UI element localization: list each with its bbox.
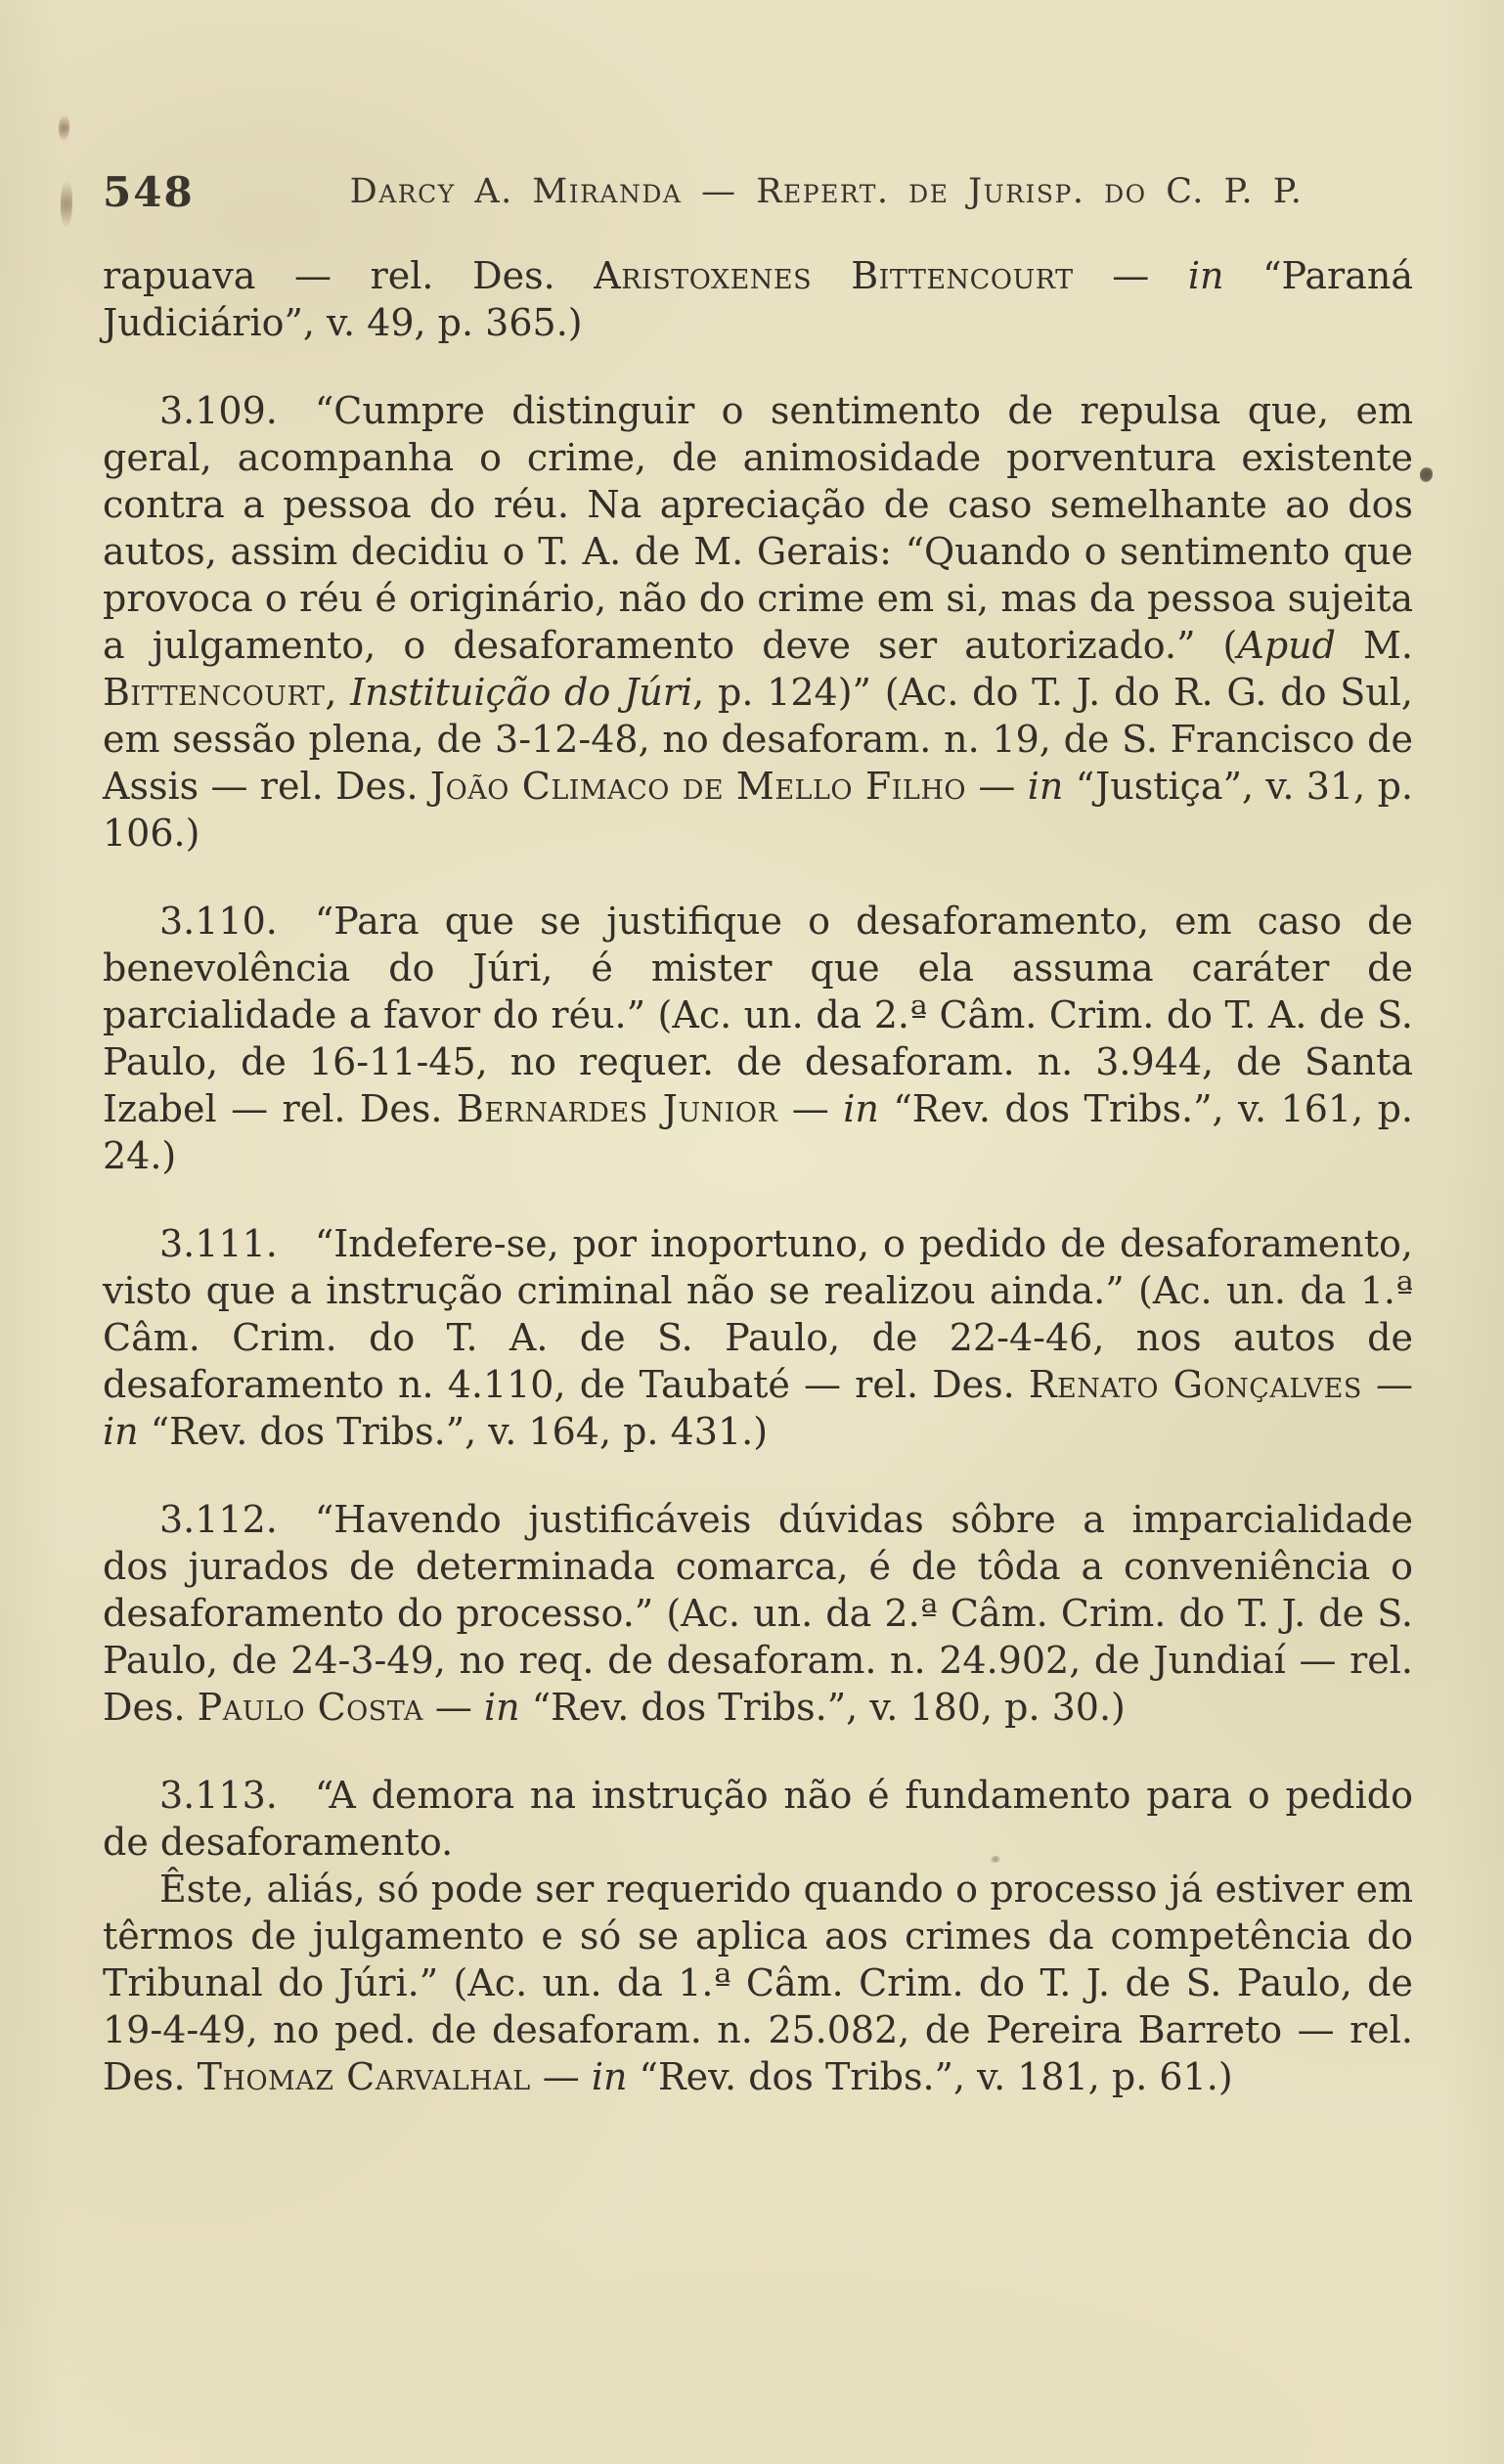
body-text: “Rev. dos Tribs.”, v. 180, p. 30.) <box>519 1686 1126 1729</box>
page-number: 548 <box>103 168 195 216</box>
small-caps-name: João Climaco de Mello Filho <box>429 765 967 808</box>
running-header <box>103 168 1411 217</box>
small-caps-name: Paulo Costa <box>197 1686 423 1729</box>
small-caps-name: Thomaz Carvalhal <box>197 2055 531 2098</box>
small-caps-name: Renato Gonçalves <box>1028 1363 1362 1406</box>
italic-text: in <box>484 1686 520 1729</box>
body-text: , p. 124)” (Ac. do T. J. do R. G. do Sul, em sessão plena, de 3-12-48, no desaforam. n. 19, de S. Francisco de Assis — rel. Des. <box>103 671 1413 808</box>
italic-text: in <box>843 1087 879 1130</box>
body-text: “Rev. dos Tribs.”, v. 161, p. 24.) <box>103 1087 1414 1177</box>
italic-text: in <box>591 2055 628 2098</box>
italic-text: in <box>1187 254 1224 297</box>
italic-text: Apud <box>1237 624 1336 667</box>
body-text: Êste, aliás, só pode ser requerido quando o processo já estiver em têrmos de julgamento e só se aplica aos crimes da competência do Tribunal do Júri.” (Ac. un. da 1.ª Câm. Crim. do T. J. de S. Paulo, de 19-4-49, no ped. de desaforam. n. 25.082, de Pereira Barreto — rel. Des. <box>103 1868 1413 2098</box>
ink-speck <box>1420 467 1433 482</box>
body-text: — <box>530 2055 592 2098</box>
small-caps-name: Aristoxenes Bittencourt <box>594 254 1074 297</box>
body-text: “Justiça”, v. 31, p. 106.) <box>103 765 1413 855</box>
paragraph-fragment <box>103 252 1413 346</box>
ink-speck <box>61 181 72 228</box>
body-text: 3.112. “Havendo justificáveis dúvidas sôbre a imparcialidade dos jurados de determinada comarca, é de tôda a conveniência o desaforamento do processo.” (Ac. un. da 2.ª Câm. Crim. do T. J. de S. Paulo, de 24-3-49, no req. de desaforam. n. 24.902, de Jundiaí — rel. Des. <box>103 1498 1413 1729</box>
paragraph-3-113-b <box>103 1866 1413 2100</box>
body-text: “Rev. dos Tribs.”, v. 181, p. 61.) <box>627 2055 1233 2098</box>
body-text: — <box>422 1686 485 1729</box>
body-text: “Rev. dos Tribs.”, v. 164, p. 431.) <box>138 1410 769 1453</box>
running-title: Darcy A. Miranda — Repert. de Jurisp. do C. P. P. <box>349 172 1304 211</box>
body-text: , <box>325 671 351 714</box>
body-text: — <box>777 1087 844 1130</box>
body-text: 3.113. “A demora na instrução não é fundamento para o pedido de desaforamento. <box>103 1774 1413 1864</box>
body-text: — <box>1361 1363 1413 1406</box>
italic-text: in <box>1027 765 1064 808</box>
small-caps-name: Bittencourt <box>103 671 326 714</box>
body-text: rapuava — rel. Des. <box>103 254 595 297</box>
body-text: 3.109. “Cumpre distinguir o sentimento de repulsa que, em geral, acompanha o crime, de animosidade porventura existente contra a pessoa do réu. Na apreciação de caso semelhante ao dos autos, assim decidiu o T. A. de M. Gerais: “Quando o sentimento que provoca o réu é originário, não do crime em si, mas da pessoa sujeita a julgamento, o desaforamento deve ser autorizado.” ( <box>103 389 1413 667</box>
paragraph-3-112 <box>103 1496 1413 1731</box>
text-column <box>103 252 1413 2100</box>
body-text: 3.111. “Indefere-se, por inoportuno, o pedido de desaforamento, visto que a instrução criminal não se realizou ainda.” (Ac. un. da 1.ª Câm. Crim. do T. A. de S. Paulo, de 22-4-46, nos autos de desaforamento n. 4.110, de Taubaté — rel. Des. <box>103 1222 1413 1406</box>
body-text: — <box>1073 254 1188 297</box>
paragraph-3-113-a <box>103 1772 1413 1866</box>
body-text: M. <box>1335 624 1413 667</box>
italic-text: in <box>103 1410 139 1453</box>
italic-text: Instituição do Júri <box>350 671 693 714</box>
body-text: 3.110. “Para que se justifique o desaforamento, em caso de benevolência do Júri, é mister que ela assuma caráter de parcialidade a favor do réu.” (Ac. un. da 2.ª Câm. Crim. do T. A. de S. Paulo, de 16-11-45, no requer. de desaforam. n. 3.944, de Santa Izabel — rel. Des. <box>103 900 1413 1130</box>
body-text: “Paraná Judiciário”, v. 49, p. 365.) <box>103 254 1413 344</box>
paragraph-3-110 <box>103 898 1413 1179</box>
ink-speck <box>59 115 69 141</box>
paragraph-3-109 <box>103 387 1413 857</box>
paragraph-3-111 <box>103 1220 1413 1455</box>
small-caps-name: Bernardes Junior <box>456 1087 778 1130</box>
body-text: — <box>966 765 1028 808</box>
